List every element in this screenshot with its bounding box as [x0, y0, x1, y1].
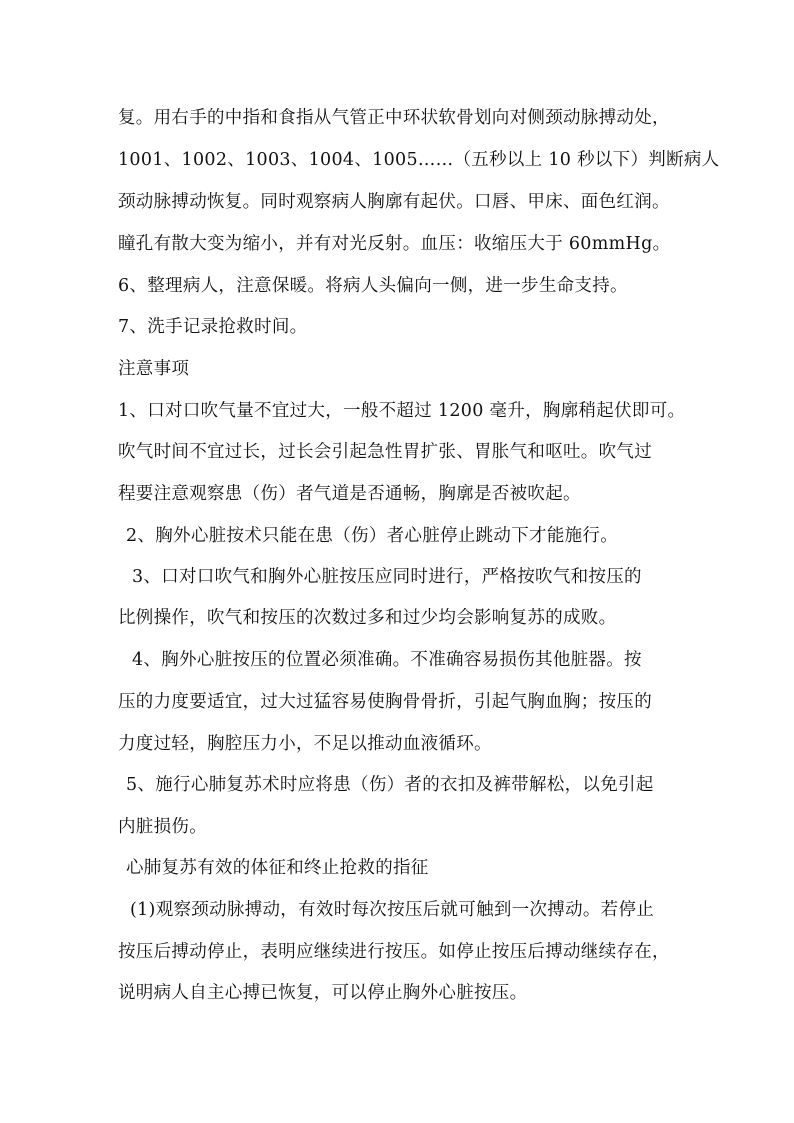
- text-line: 力度过轻，胸腔压力小，不足以推动血液循环。: [118, 734, 492, 754]
- text-line: 压的力度要适宜，过大过猛容易使胸骨骨折，引起气胸血胸；按压的: [118, 692, 652, 712]
- text-line: (1)观察颈动脉搏动，有效时每次按压后就可触到一次搏动。若停止: [130, 900, 655, 920]
- text-line: 7、洗手记录抢救时间。: [118, 317, 308, 337]
- text-line: 3、口对口吹气和胸外心脏按压应同时进行，严格按吹气和按压的: [132, 567, 642, 587]
- text-line: 瞳孔有散大变为缩小，并有对光反射。血压：收缩压大于 60mmHg。: [118, 234, 671, 254]
- text-line: 内脏损伤。: [118, 817, 207, 837]
- text-line: 2、胸外心脏按术只能在患（伤）者心脏停止跳动下才能施行。: [126, 526, 619, 546]
- text-line: 比例操作，吹气和按压的次数过多和过少均会影响复苏的成败。: [118, 608, 617, 628]
- text-line: 1、口对口吹气量不宜过大，一般不超过 1200 毫升，胸廓稍起伏即可。: [118, 401, 686, 421]
- text-line: 1001、1002、1003、1004、1005……（五秒以上 10 秒以下）判断病人: [118, 150, 720, 170]
- text-line: 吹气时间不宜过长，过长会引起急性胃扩张、胃胀气和呕吐。吹气过: [118, 442, 652, 462]
- text-line: 复。用右手的中指和食指从气管正中环状软骨划向对侧颈动脉搏动处，: [118, 108, 670, 128]
- text-line: 6、整理病人，注意保暖。将病人头偏向一侧，进一步生命支持。: [118, 276, 628, 296]
- section-heading: 注意事项: [118, 359, 190, 379]
- text-line: 颈动脉搏动恢复。同时观察病人胸廓有起伏。口唇、甲床、面色红润。: [118, 192, 670, 212]
- text-line: 程要注意观察患（伤）者气道是否通畅，胸廓是否被吹起。: [118, 484, 581, 504]
- section-heading: 心肺复苏有效的体征和终止抢救的指征: [126, 858, 429, 878]
- text-line: 4、胸外心脏按压的位置必须准确。不准确容易损伤其他脏器。按: [132, 650, 642, 670]
- text-line: 说明病人自主心搏已恢复，可以停止胸外心脏按压。: [118, 983, 528, 1003]
- text-line: 5、施行心肺复苏术时应将患（伤）者的衣扣及裤带解松，以免引起: [126, 775, 654, 795]
- text-line: 按压后搏动停止，表明应继续进行按压。如停止按压后搏动继续存在，: [118, 942, 670, 962]
